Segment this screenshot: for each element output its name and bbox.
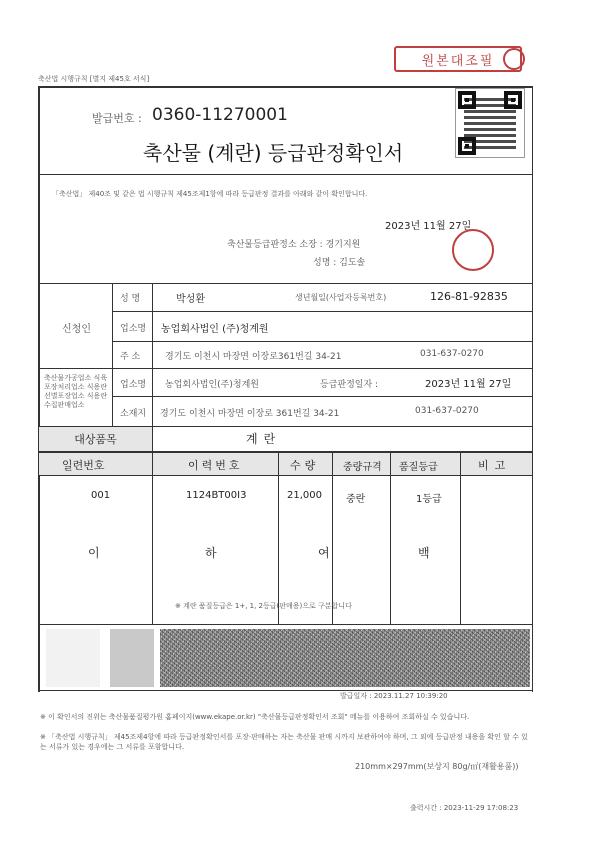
handler-company-value: 농업회사법인(주)청계원 — [165, 380, 259, 390]
form-reference: 축산법 시행규칙 [별지 제45호 서식] — [38, 75, 150, 83]
retention-note: ※ 「축산법 시행규칙」 제45조제4항에 따라 등급판정확인서를 포장·판매하는 자는 축산물 판매 시까지 보관하여야 하며, 그 외에 등급판정 내용을 확인 할 수 있는 서류가 있는 경우에는 그 서류를 포함합니다. — [40, 733, 528, 751]
product-label-cell — [38, 426, 153, 452]
row-weight: 중란 — [346, 494, 366, 505]
red-seal-icon — [503, 48, 525, 70]
name-value: 박성환 — [176, 294, 205, 305]
row-quantity: 21,000 — [287, 490, 322, 501]
row-serial: 001 — [91, 490, 111, 501]
product-value: 계란 — [246, 432, 282, 446]
address-value: 경기도 이천시 마장면 이장로361번길 34-21 — [165, 352, 342, 362]
handler-address-value: 경기도 이천시 마장면 이장로 361번길 34-21 — [160, 409, 340, 419]
grading-table-header — [38, 452, 533, 476]
row-trace-number: 1124BT00I3 — [186, 490, 247, 501]
official-seal-icon — [452, 229, 494, 271]
issue-date: 2023년 11월 27일 — [385, 221, 472, 232]
company-value: 농업회사법인 (주)청계원 — [161, 324, 269, 335]
company-label: 업소명 — [120, 324, 147, 334]
blank-mark-3: 여 — [318, 546, 330, 560]
row-grade: 1등급 — [416, 494, 442, 505]
inspector-name: 성명 : 김도솔 — [313, 258, 366, 268]
handler-phone: 031-637-0270 — [415, 406, 479, 416]
issued-at: 발급일자 : 2023.11.27 10:39:20 — [340, 692, 448, 700]
col-header-remark: 비고 — [478, 459, 512, 472]
issue-number-label: 발급번호 : — [92, 112, 142, 125]
document-title: 축산물 (계란) 등급판정확인서 — [143, 141, 404, 165]
id-label: 생년월일(사업자등록번호) — [295, 293, 387, 302]
frame-left — [38, 86, 40, 692]
col-header-grade: 품질등급 — [399, 462, 438, 473]
grading-date-label: 등급판정일자 : — [320, 380, 379, 390]
verification-note: ※ 이 확인서의 진위는 축산물품질평가원 홈페이지(www.ekape.or.kr) "축산물등급판정확인서 조회" 메뉴를 이용하여 조회하실 수 있습니다. — [40, 713, 470, 721]
issuing-org: 축산물등급판정소 소장 : 경기지원 — [227, 240, 361, 250]
col-header-qty: 수량 — [290, 459, 320, 472]
name-label: 성 명 — [120, 294, 141, 304]
qr-code-icon — [455, 88, 525, 158]
stamp-text: 원본대조필 — [421, 53, 495, 69]
handler-section-label: 축산물가공업소 식육포장처리업소 식용란선별포장업소 식용란수집판매업소 — [44, 374, 108, 409]
blank-mark-2: 하 — [205, 546, 217, 560]
frame-top — [38, 86, 533, 88]
id-value: 126-81-92835 — [430, 290, 508, 303]
print-time: 출력시간 : 2023-11-29 17:08:23 — [410, 804, 519, 812]
grading-date-value: 2023년 11월 27일 — [425, 379, 512, 390]
frame-right — [532, 86, 533, 692]
security-blank-area — [46, 629, 100, 687]
applicant-section-label: 신청인 — [62, 324, 91, 335]
col-header-weight: 중량규격 — [343, 462, 382, 473]
security-pattern — [160, 629, 530, 687]
handler-address-label: 소재지 — [120, 409, 147, 419]
blank-mark-1: 이 — [88, 546, 100, 560]
col-header-trace: 이력번호 — [188, 459, 243, 472]
grade-note: ※ 계란 품질등급은 1+, 1, 2등급(판매용)으로 구분합니다 — [175, 602, 352, 610]
address-label: 주 소 — [120, 352, 141, 362]
blank-mark-4: 백 — [418, 546, 430, 560]
intro-text: 「축산법」 제40조 및 같은 법 시행규칙 제45조제1항에 따라 등급판정 결과를 아래와 같이 확인합니다. — [52, 190, 368, 198]
product-label: 대상품목 — [74, 433, 117, 446]
security-watermark-block — [110, 629, 154, 687]
applicant-phone: 031-637-0270 — [420, 349, 484, 359]
handler-company-label: 업소명 — [120, 380, 147, 390]
paper-spec: 210mm×297mm(보상지 80g/㎡(재활용품)) — [355, 762, 519, 771]
issue-number: 0360-11270001 — [152, 105, 288, 125]
col-header-serial: 일련번호 — [62, 459, 105, 472]
